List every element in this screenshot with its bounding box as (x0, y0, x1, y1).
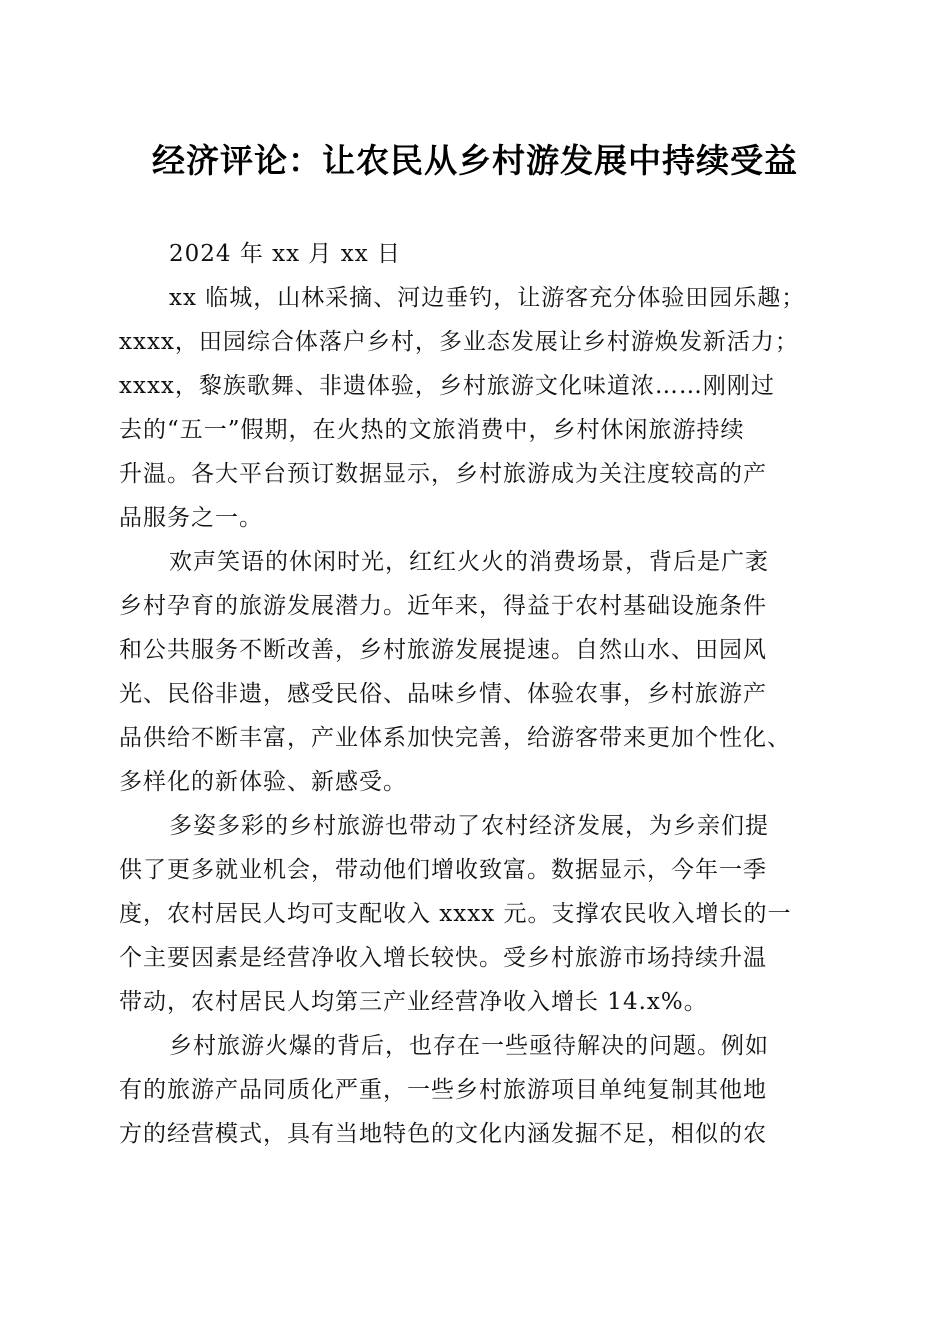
paragraph-line: xxxx，黎族歌舞、非遗体验，乡村旅游文化味道浓……刚刚过 (119, 373, 775, 399)
document-date: 2024 年 xx 月 xx 日 (169, 241, 401, 267)
paragraph-line: 有的旅游产品同质化严重，一些乡村旅游项目单纯复制其他地 (119, 1077, 767, 1103)
paragraph-line: 乡村孕育的旅游发展潜力。近年来，得益于农村基础设施条件 (119, 593, 767, 619)
paragraph-line: 乡村旅游火爆的背后，也存在一些亟待解决的问题。例如 (169, 1033, 769, 1059)
paragraph-line: 品服务之一。 (119, 505, 263, 531)
paragraph-line: 供了更多就业机会，带动他们增收致富。数据显示，今年一季 (119, 857, 767, 883)
document-body (119, 232, 833, 1156)
document-title: 经济评论：让农民从乡村游发展中持续受益 (152, 141, 798, 180)
paragraph-line: 度，农村居民人均可支配收入 xxxx 元。支撑农民收入增长的一 (119, 901, 792, 927)
paragraph-line: 方的经营模式，具有当地特色的文化内涵发掘不足，相似的农 (119, 1121, 767, 1147)
paragraph-line: 多姿多彩的乡村旅游也带动了农村经济发展，为乡亲们提 (169, 813, 769, 839)
paragraph-3 (119, 804, 833, 1024)
paragraph-line: 多样化的新体验、新感受。 (119, 769, 407, 795)
paragraph-1 (119, 276, 833, 540)
paragraph-line: 和公共服务不断改善，乡村旅游发展提速。自然山水、田园风 (119, 637, 767, 663)
paragraph-2 (119, 540, 833, 804)
paragraph-line: 升温。各大平台预订数据显示，乡村旅游成为关注度较高的产 (119, 461, 767, 487)
paragraph-line: 光、民俗非遗，感受民俗、品味乡情、体验农事，乡村旅游产 (119, 681, 767, 707)
paragraph-line: 带动，农村居民人均第三产业经营净收入增长 14.x%。 (119, 989, 708, 1015)
paragraph-4 (119, 1024, 833, 1156)
paragraph-line: xx 临城，山林采摘、河边垂钓，让游客充分体验田园乐趣； (169, 285, 806, 311)
paragraph-line: 去的“五一”假期，在火热的文旅消费中，乡村休闲旅游持续 (119, 417, 745, 443)
paragraph-line: xxxx，田园综合体落户乡村，多业态发展让乡村游焕发新活力； (119, 329, 799, 355)
paragraph-line: 品供给不断丰富，产业体系加快完善，给游客带来更加个性化、 (119, 725, 791, 751)
paragraph-line: 个主要因素是经营净收入增长较快。受乡村旅游市场持续升温 (119, 945, 767, 971)
paragraph-line: 欢声笑语的休闲时光，红红火火的消费场景，背后是广袤 (169, 549, 769, 575)
